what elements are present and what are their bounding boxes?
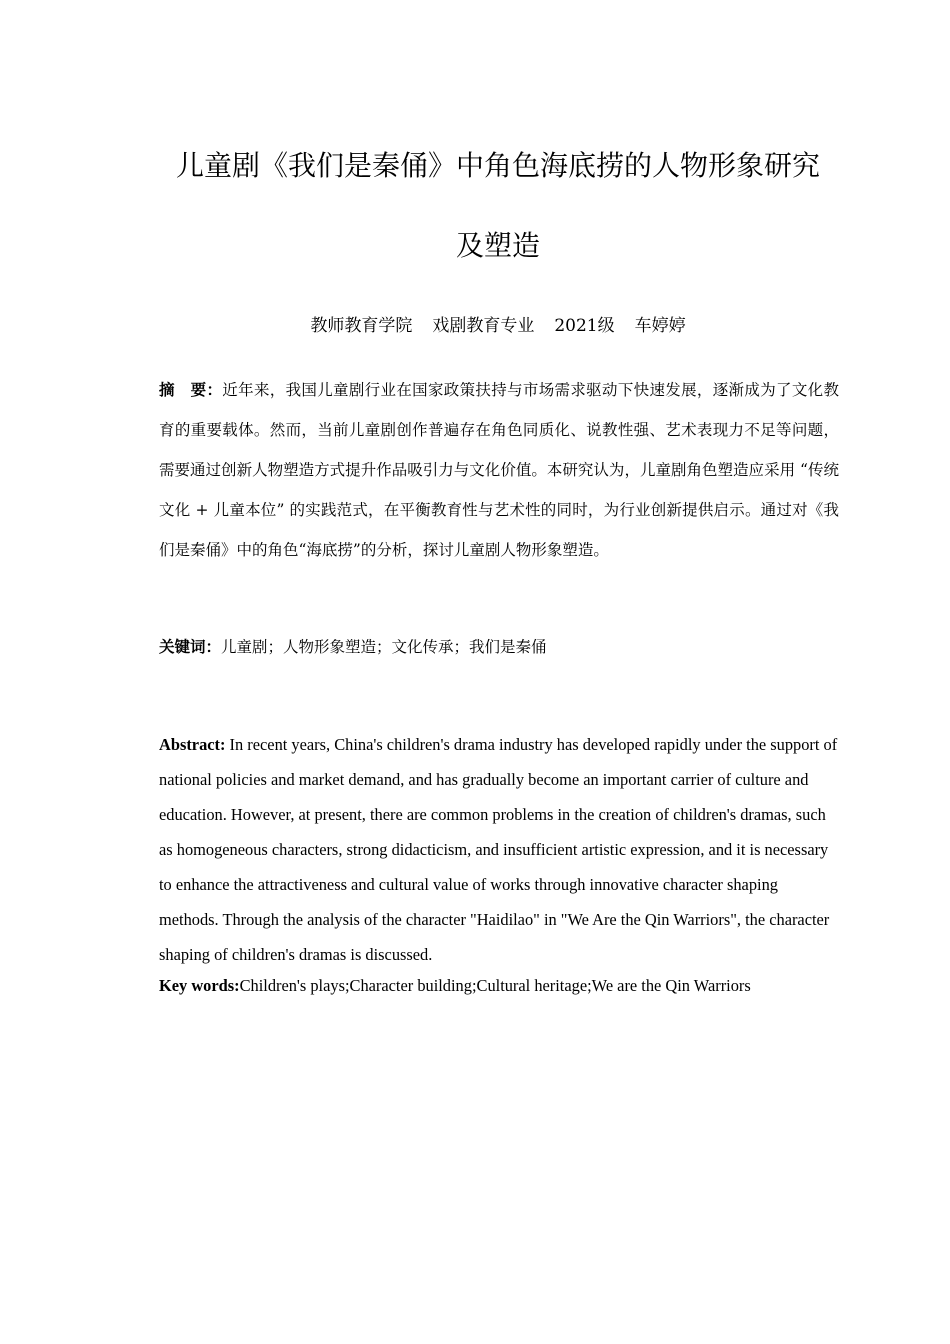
chinese-keywords-label: 关键词： (159, 638, 222, 656)
paper-title-line-2: 及塑造 (455, 229, 540, 262)
english-abstract-label: Abstract: (159, 735, 226, 754)
chinese-keywords-text: 儿童剧；人物形象塑造；文化传承；我们是秦俑 (221, 638, 547, 656)
chinese-abstract (159, 370, 839, 570)
chinese-keywords (159, 631, 839, 663)
author-name: 车婷婷 (634, 316, 686, 336)
english-keywords (159, 970, 859, 1002)
english-keywords-text: Children's plays;Character building;Cultural heritage;We are the Qin Warriors (239, 976, 751, 995)
english-keywords-label: Key words: (159, 976, 240, 995)
chinese-abstract-text: 近年来，我国儿童剧行业在国家政策扶持与市场需求驱动下快速发展，逐渐成为了文化教育的重要载体。然而，当前儿童剧创作普遍存在角色同质化、说教性强、艺术表现力不足等问题，需要通过创新人物塑造方式提升作品吸引力与文化价值。本研究认为，儿童剧角色塑造应采用 “传统文化 + 儿童本位” 的实践范式，在平衡教育性与艺术性的同时，为行业创新提供启示。通过对《我们是秦俑》中的角色“海底捞”的分析，探讨儿童剧人物形象塑造。 (159, 381, 839, 559)
author-major: 戏剧教育专业 (432, 316, 535, 336)
paper-title-line-1: 儿童剧《我们是秦俑》中角色海底捞的人物形象研究 (175, 149, 820, 182)
english-abstract-text: In recent years, China's children's drama industry has developed rapidly under the support of national policies and market demand, and has gradually become an important carrier of culture and education. However, at present, there are common problems in the creation of children's dramas, such as homogeneous characters, strong didacticism, and insufficient artistic expression, and it is necessary to enhance the attractiveness and cultural value of works through innovative character shaping methods. Through the analysis of the character "Haidilao" in "We Are the Qin Warriors", the character shaping of children's dramas is discussed. (159, 735, 838, 964)
author-college: 教师教育学院 (310, 316, 413, 336)
english-abstract (159, 727, 839, 972)
chinese-abstract-label: 摘 要： (159, 380, 223, 399)
author-grade: 2021级 (554, 316, 615, 336)
author-info (130, 313, 866, 339)
